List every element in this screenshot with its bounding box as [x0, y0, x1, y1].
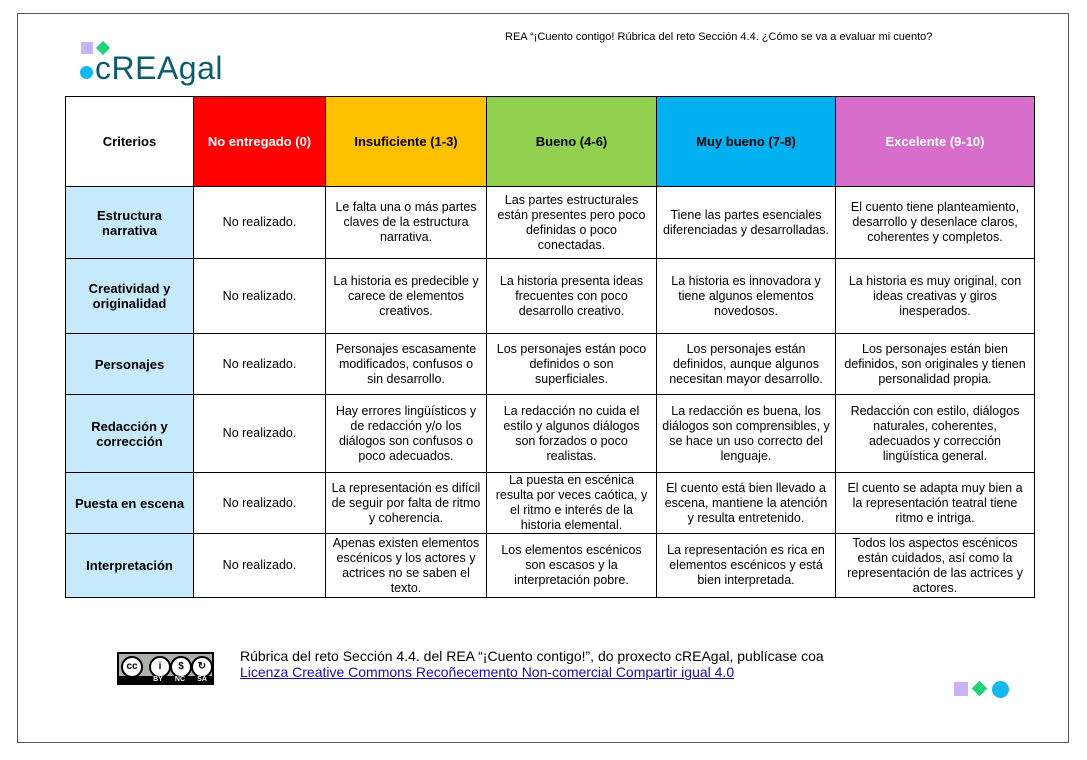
table-row [66, 259, 1035, 334]
cell-insuficiente: La historia es predecible y carece de elementos creativos. [326, 259, 487, 334]
cell-muy-bueno: El cuento está bien llevado a escena, mantiene la atención y resulta entretenido. [657, 473, 836, 534]
cell-bueno: La redacción no cuida el estilo y algunos diálogos son forzados o poco realistas. [487, 395, 657, 473]
header-row [66, 97, 1035, 187]
cell-no-entregado: No realizado. [194, 395, 326, 473]
footer-credit: Rúbrica del reto Sección 4.4. del REA “¡Cuento contigo!”, do proxecto cREAgal, publícase coa [240, 648, 824, 664]
cell-muy-bueno: Tiene las partes esenciales diferenciadas y desarrolladas. [657, 187, 836, 259]
cell-insuficiente: La representación es difícil de seguir por falta de ritmo y coherencia. [326, 473, 487, 534]
criterio-cell: Personajes [66, 334, 194, 395]
cell-insuficiente: Apenas existen elementos escénicos y los actores y actrices no se saben el texto. [326, 534, 487, 598]
cc-label-nc: NC [174, 676, 186, 683]
criterio-cell: Redacción y corrección [66, 395, 194, 473]
by-person-icon: i [149, 656, 171, 678]
cell-no-entregado: No realizado. [194, 473, 326, 534]
creagal-mini-logo [954, 681, 1012, 697]
cell-muy-bueno: La historia es innovadora y tiene algunos elementos novedosos. [657, 259, 836, 334]
sa-share-icon: ↻ [191, 656, 213, 678]
cell-insuficiente: Personajes escasamente modificados, confusos o sin desarrollo. [326, 334, 487, 395]
rubric-table [65, 96, 1035, 598]
cc-label-by: BY [153, 676, 163, 683]
cell-bueno: La historia presenta ideas frecuentes con poco desarrollo creativo. [487, 259, 657, 334]
header-criterios: Criterios [66, 97, 194, 187]
cell-bueno: Los personajes están poco definidos o son superficiales. [487, 334, 657, 395]
table-row [66, 534, 1035, 598]
cell-excelente: Redacción con estilo, diálogos naturales, coherentes, adecuados y corrección lingüística general. [836, 395, 1035, 473]
cc-labels [147, 676, 213, 683]
criterio-cell: Interpretación [66, 534, 194, 598]
cell-bueno: Los elementos escénicos son escasos y la interpretación pobre. [487, 534, 657, 598]
header-no-entregado: No entregado (0) [194, 97, 326, 187]
criterio-cell: Creatividad y originalidad [66, 259, 194, 334]
table-row [66, 395, 1035, 473]
header-insuficiente: Insuficiente (1-3) [326, 97, 487, 187]
logo-dot-icon [80, 66, 93, 79]
header-muy-bueno: Muy bueno (7-8) [657, 97, 836, 187]
cell-insuficiente: Le falta una o más partes claves de la estructura narrativa. [326, 187, 487, 259]
cc-license-badge[interactable] [117, 652, 214, 685]
mini-diamond-icon [972, 681, 988, 697]
table-row [66, 187, 1035, 259]
logo-text: cREAgal [95, 50, 223, 86]
cell-excelente: El cuento tiene planteamiento, desarrollo y desenlace claros, coherentes y completos. [836, 187, 1035, 259]
criterio-cell: Estructura narrativa [66, 187, 194, 259]
cell-excelente: Todos los aspectos escénicos están cuidados, así como la representación de las actrices y actores. [836, 534, 1035, 598]
cell-muy-bueno: La representación es rica en elementos escénicos y está bien interpretada. [657, 534, 836, 598]
cell-muy-bueno: La redacción es buena, los diálogos son comprensibles, y se hace un uso correcto del lenguaje. [657, 395, 836, 473]
cell-insuficiente: Hay errores lingüísticos y de redacción y/o los diálogos son confusos o poco adecuados. [326, 395, 487, 473]
table-row [66, 473, 1035, 534]
criterio-cell: Puesta en escena [66, 473, 194, 534]
license-link[interactable]: Licenza Creative Commons Recoñecemento Non-comercial Compartir igual 4.0 [240, 664, 735, 680]
header-bueno: Bueno (4-6) [487, 97, 657, 187]
cell-no-entregado: No realizado. [194, 187, 326, 259]
nc-dollar-icon: $ [170, 656, 192, 678]
cell-excelente: El cuento se adapta muy bien a la representación teatral tiene ritmo e intriga. [836, 473, 1035, 534]
header-note: REA “¡Cuento contigo! Rúbrica del reto Sección 4.4. ¿Cómo se va a evaluar mi cuento? [505, 31, 933, 43]
logo-square-icon [81, 42, 93, 54]
cc-label-sa: SA [197, 676, 207, 683]
cell-excelente: Los personajes están bien definidos, son originales y tienen personalidad propia. [836, 334, 1035, 395]
cell-excelente: La historia es muy original, con ideas creativas y giros inesperados. [836, 259, 1035, 334]
cc-badge-bar [119, 654, 212, 676]
mini-square-icon [954, 682, 968, 696]
mini-dot-icon [992, 681, 1009, 698]
cell-bueno: La puesta en escénica resulta por veces caótica, y el ritmo e interés de la historia elemental. [487, 473, 657, 534]
cc-icon: cc [121, 656, 143, 678]
cell-no-entregado: No realizado. [194, 534, 326, 598]
cell-no-entregado: No realizado. [194, 334, 326, 395]
cell-bueno: Las partes estructurales están presentes pero poco definidas o poco conectadas. [487, 187, 657, 259]
footer-text-block [240, 648, 824, 680]
header-excelente: Excelente (9-10) [836, 97, 1035, 187]
cell-muy-bueno: Los personajes están definidos, aunque algunos necesitan mayor desarrollo. [657, 334, 836, 395]
creagal-logo [78, 40, 248, 92]
cell-no-entregado: No realizado. [194, 259, 326, 334]
table-row [66, 334, 1035, 395]
